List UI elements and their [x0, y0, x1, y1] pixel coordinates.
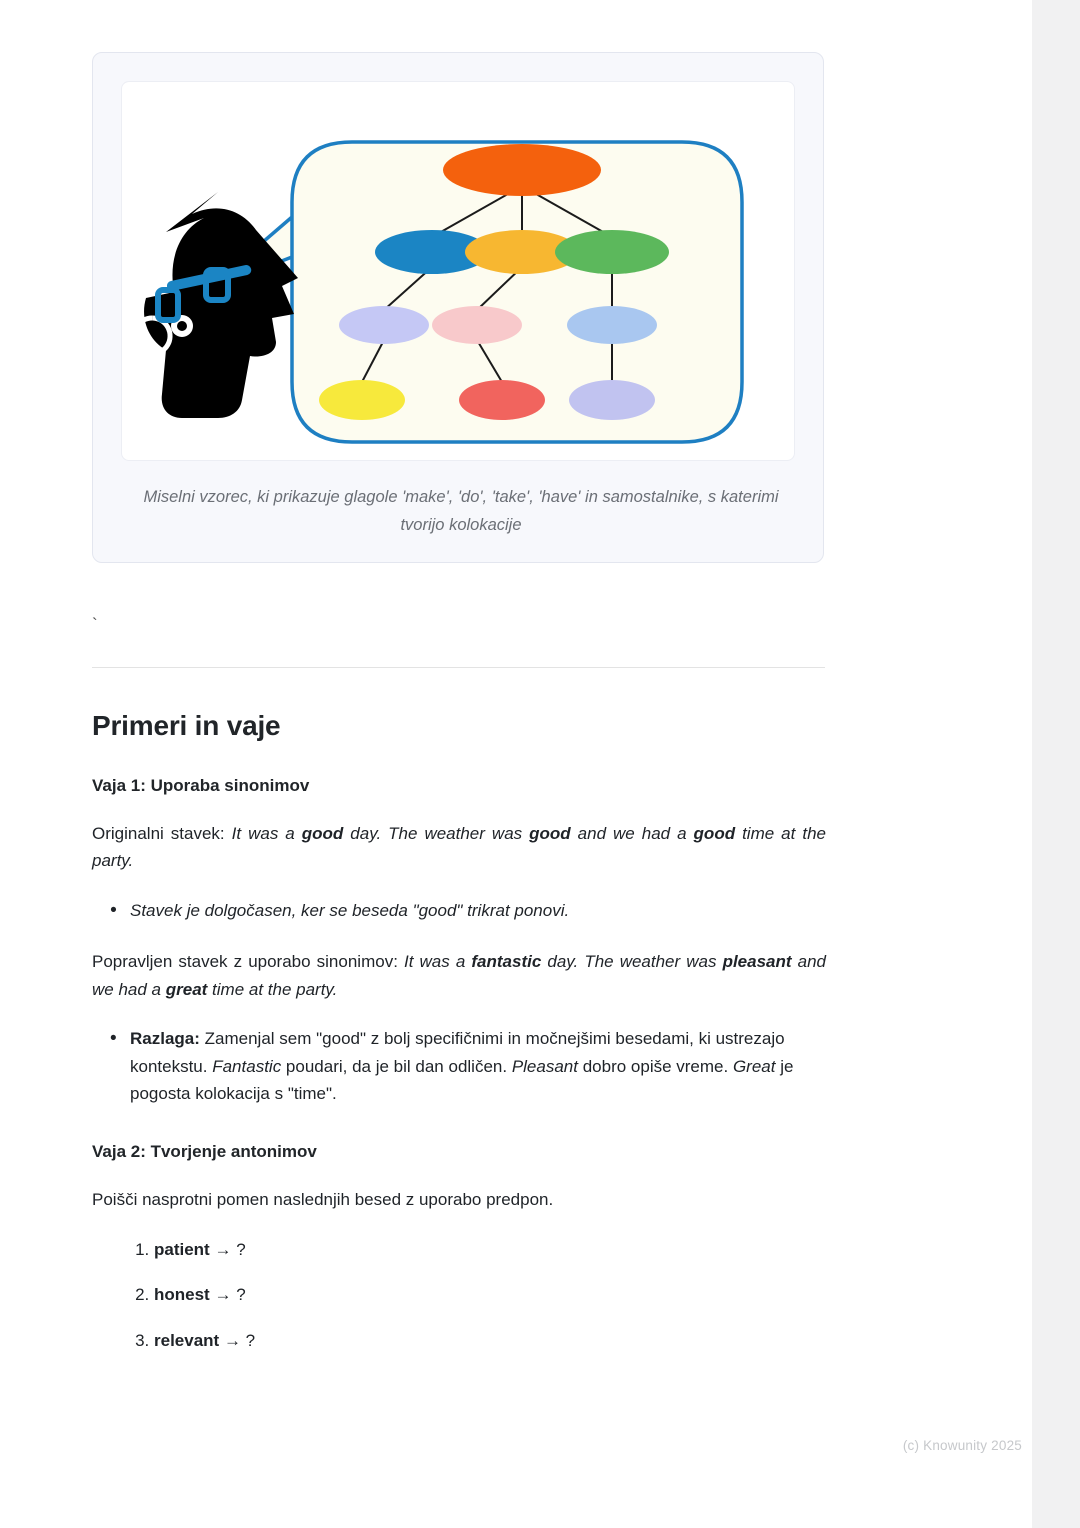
exercise-2-instruction: Poišči nasprotni pomen naslednjih besed z uporabo predpon. — [92, 1190, 554, 1209]
original-label: Originalni stavek: — [92, 823, 225, 843]
antonym-word: relevant — [154, 1330, 220, 1350]
list-item: • Stavek je dolgočasen, ker se beseda "good" trikrat ponovi. — [130, 897, 828, 925]
page-title: Primeri in vaje — [92, 709, 281, 741]
exercise-2-item-list — [92, 1236, 828, 1355]
figure-card — [92, 52, 824, 563]
section-divider — [92, 667, 825, 668]
watermark: (c) Knowunity 2025 — [902, 1438, 1022, 1453]
mindmap-node-level3-2 — [432, 306, 522, 344]
list-item — [154, 1327, 828, 1355]
mindmap-node-level2-3 — [555, 230, 669, 274]
figure-image — [121, 81, 795, 461]
antonym-word: honest — [154, 1285, 210, 1305]
document-content — [92, 0, 828, 1372]
antonym-word: patient — [154, 1239, 210, 1259]
list-item — [130, 1025, 828, 1108]
mindmap-node-level4-1 — [319, 380, 405, 420]
explanation-label: Razlaga: — [130, 1029, 200, 1049]
exercise-1-corrected-sentence — [92, 948, 826, 1003]
figure-caption: Miselni vzorec, ki prikazuje glagole 'make', 'do', 'take', 'have' in samostalnike, s katerimi tvorijo kolokacije — [143, 488, 779, 535]
list-item — [154, 1281, 828, 1309]
exercise-2-title: Vaja 2: Tvorjenje antonimov — [92, 1142, 317, 1161]
document-sheet — [56, 0, 1032, 1475]
explanation-text: Zamenjal sem "good" z bolj specifičnimi in močnejšimi besedami, ki ustrezajo kontekstu. Fantastic poudari, da je bil dan odličen. Pleasant dobro opiše vreme. Great je pogosta kolokacija s "time". — [130, 1029, 794, 1104]
mindmap-node-level4-3 — [569, 380, 655, 420]
antonym-answer: ? — [236, 1285, 246, 1305]
corrected-sentence: It was a fantastic day. The weather was pleasant and we had a great time at the party. — [92, 952, 826, 999]
mindmap-node-level4-2 — [459, 380, 545, 420]
arrow-icon: → — [223, 1330, 241, 1350]
stray-backtick-text: ` — [92, 614, 98, 634]
arrow-icon: → — [214, 1285, 232, 1305]
mind-map-illustration — [122, 82, 794, 461]
arrow-icon: → — [214, 1239, 232, 1259]
exercise-1-note-list — [92, 897, 828, 925]
exercise-1-explanation-list — [92, 1025, 828, 1108]
exercise-1-original-sentence — [92, 820, 826, 875]
head-silhouette-icon — [134, 192, 298, 418]
corrected-label: Popravljen stavek z uporabo sinonimov: — [92, 952, 398, 972]
page-right-margin — [1032, 0, 1080, 1528]
list-item — [154, 1236, 828, 1264]
antonym-answer: ? — [245, 1330, 256, 1350]
exercise-1-title: Vaja 1: Uporaba sinonimov — [92, 775, 310, 795]
mindmap-node-level3-3 — [567, 306, 657, 344]
mindmap-node-level3-1 — [339, 306, 429, 344]
mindmap-node-root — [443, 144, 601, 196]
antonym-answer: ? — [236, 1239, 246, 1259]
original-sentence: It was a good day. The weather was good and we had a good time at the party. — [92, 823, 826, 871]
